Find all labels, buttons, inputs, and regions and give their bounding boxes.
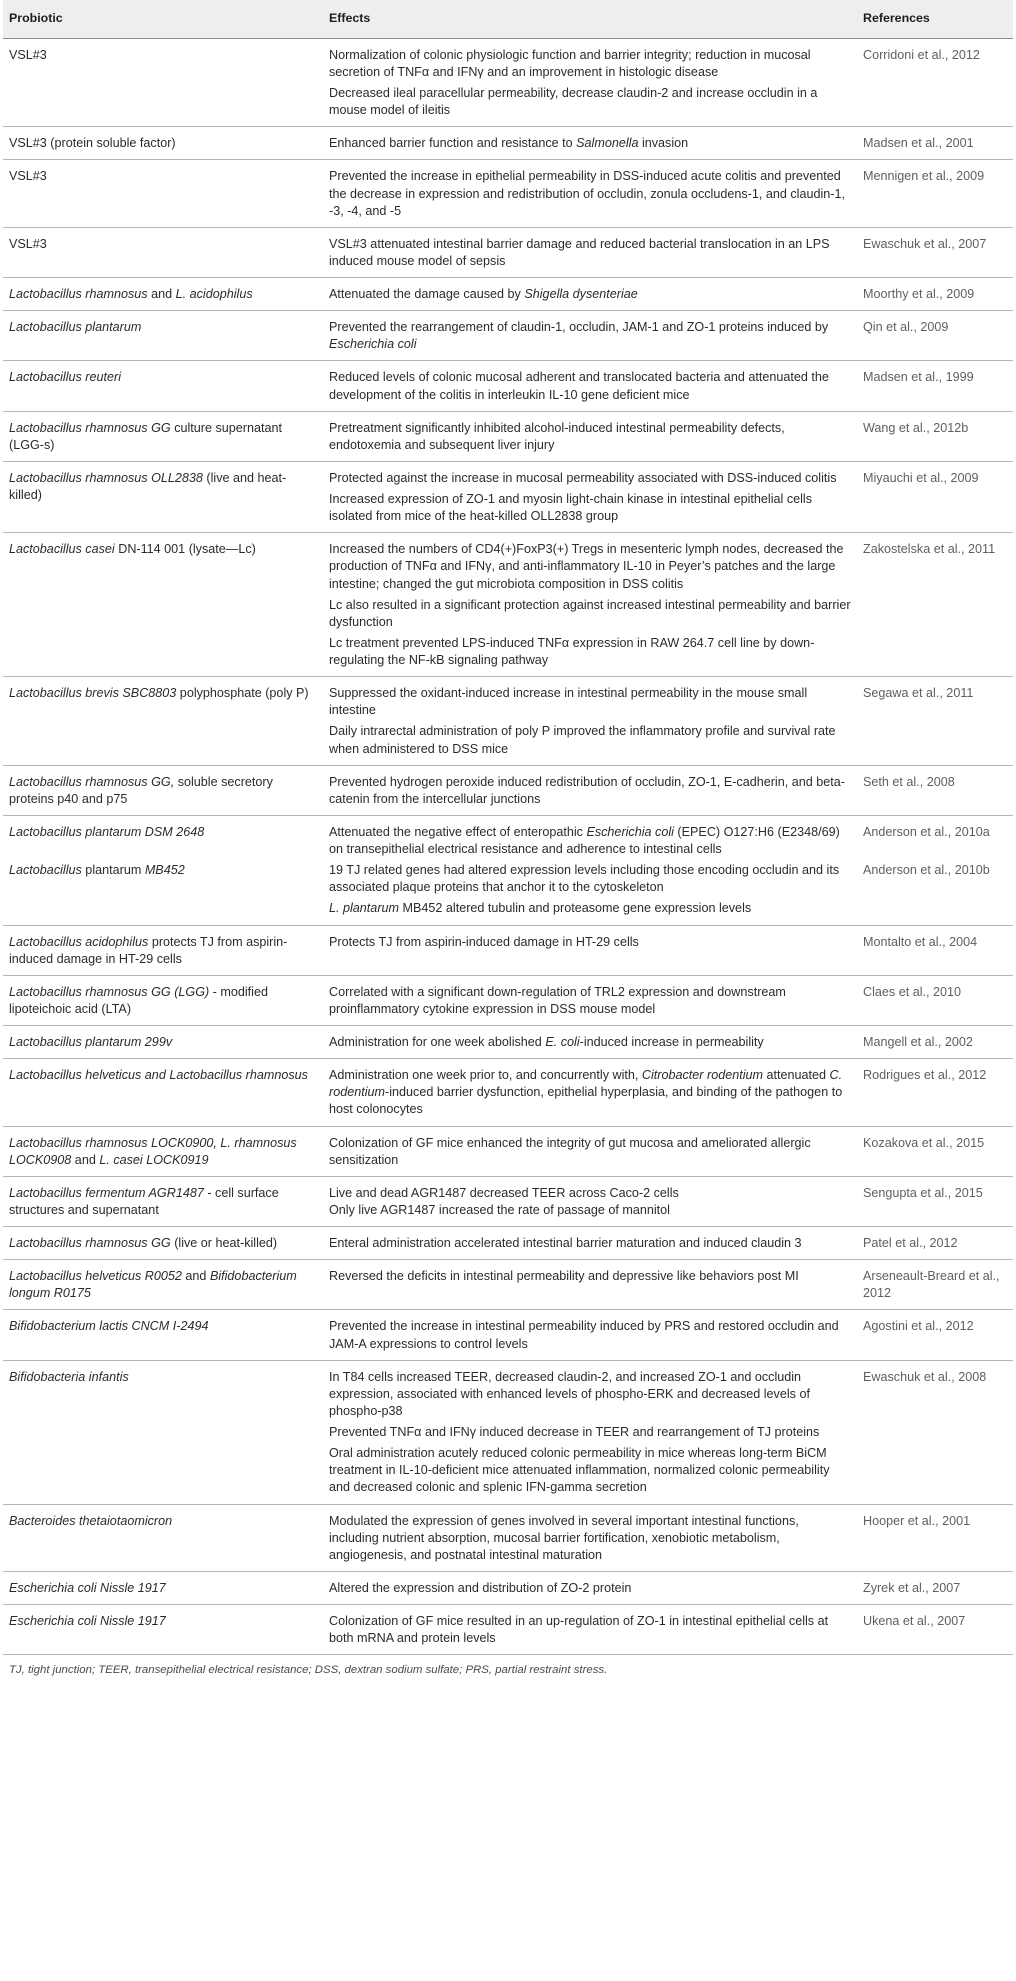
italic-text: L. plantarum [329, 901, 400, 916]
italic-text: Lactobacillus rhamnosus GG [9, 1236, 171, 1251]
italic-text: Lactobacillus acidophilus [9, 934, 149, 949]
effects-cell [323, 1504, 857, 1571]
italic-text: Escherichia coli Nissle 1917 [9, 1580, 166, 1595]
italic-text: Bacteroides thetaiotaomicron [9, 1513, 173, 1528]
effect-paragraph [329, 1445, 851, 1496]
probiotic-cell [3, 461, 323, 532]
effect-paragraph [329, 1268, 851, 1285]
effect-paragraph [329, 1185, 851, 1202]
text-segment: Modulated the expression of genes involved in several important intestinal functions, including nutrient absorption, mucosal barrier fortification, xenobiotic metabolism, angiogenesis, and postnatal intestinal maturation [329, 1513, 799, 1562]
effects-cell [323, 1227, 857, 1260]
effect-paragraph [329, 1424, 851, 1441]
italic-text: Bifidobacterium longum R0175 [9, 1269, 297, 1301]
probiotic-cell [3, 677, 323, 766]
table-row [3, 1227, 1013, 1260]
text-segment: Reduced levels of colonic mucosal adherent and translocated bacteria and attenuated the development of the colitis in interleukin IL-10 gene deficient mice [329, 370, 829, 402]
text-segment: MB452 altered tubulin and proteasome gene expression levels [399, 901, 752, 916]
text-segment: (live or heat-killed) [170, 1236, 278, 1251]
italic-text: Lactobacillus helveticus R0052 [9, 1269, 182, 1284]
probiotic-cell [3, 1360, 323, 1504]
probiotic-cell [3, 38, 323, 127]
effect-paragraph [329, 420, 851, 454]
text-segment: Attenuated the damage caused by [329, 287, 525, 302]
probiotic-cell [3, 1571, 323, 1604]
reference-cell: Ewaschuk et al., 2007 [857, 227, 1013, 277]
text-segment: VSL#3 [9, 236, 47, 251]
text-segment: Decreased ileal paracellular permeability, decrease claudin-2 and increase occludin in a mouse model of ileitis [329, 86, 818, 118]
reference-cell: Anderson et al., 2010a [863, 824, 990, 839]
italic-text: E. coli [545, 1035, 580, 1050]
italic-text: Lactobacillus plantarum 299v [9, 1035, 173, 1050]
text-segment: Daily intrarectal administration of poly P improved the inflammatory profile and survival rate when administered to DSS mice [329, 724, 836, 756]
probiotic-cell [3, 411, 323, 461]
reference-cell: Zakostelska et al., 2011 [857, 533, 1013, 677]
table-row [3, 1360, 1013, 1504]
probiotic-cell [3, 1176, 323, 1226]
table-footnote: TJ, tight junction; TEER, transepithelial electrical resistance; DSS, dextran sodium sulfate; PRS, partial restraint stress. [9, 1664, 608, 1677]
reference-cell: Kozakova et al., 2015 [857, 1126, 1013, 1176]
effects-cell [323, 361, 857, 411]
italic-text: L. acidophilus [175, 287, 253, 302]
text-segment: soluble secretory proteins p40 and p75 [9, 774, 273, 806]
text-segment: invasion [638, 136, 689, 151]
text-segment: VSL#3 (protein soluble factor) [9, 136, 176, 151]
effects-cell [323, 127, 857, 160]
text-segment: VSL#3 [9, 47, 47, 62]
text-segment: Prevented TNFα and IFNγ induced decrease in TEER and rearrangement of TJ proteins [329, 1425, 820, 1440]
reference-cell: Patel et al., 2012 [857, 1227, 1013, 1260]
table-row [3, 975, 1013, 1025]
table-row [3, 1059, 1013, 1126]
italic-text: Bifidobacterium lactis CNCM I-2494 [9, 1319, 209, 1334]
reference-cell: Seth et al., 2008 [857, 765, 1013, 815]
reference-cell: Hooper et al., 2001 [857, 1504, 1013, 1571]
table-row [3, 1026, 1013, 1059]
effects-cell [323, 1605, 857, 1655]
table-header [3, 0, 1013, 38]
text-segment: Pretreatment significantly inhibited alcohol-induced intestinal permeability defects, endotoxemia and subsequent liver injury [329, 420, 785, 452]
probiotic-cell [3, 1504, 323, 1571]
header-references: References [857, 0, 1013, 38]
table-row [3, 278, 1013, 311]
italic-text: Escherichia coli [586, 824, 674, 839]
effects-cell [323, 1310, 857, 1360]
reference-cell: Qin et al., 2009 [857, 311, 1013, 361]
effect-paragraph [329, 774, 851, 808]
effects-cell [323, 1360, 857, 1504]
text-segment: Protected against the increase in mucosal permeability associated with DSS-induced colitis [329, 470, 837, 485]
effects-cell [323, 160, 857, 227]
reference-cell: Moorthy et al., 2009 [857, 278, 1013, 311]
text-segment: - cell surface structures and supernatant [9, 1185, 279, 1217]
text-segment: culture supernatant (LGG-s) [9, 420, 283, 452]
effects-cell [323, 1126, 857, 1176]
effect-paragraph [329, 1235, 851, 1252]
header-probiotic: Probiotic [3, 0, 323, 38]
probiotic-cell [3, 860, 323, 925]
text-segment: (EPEC) O127:H6 (E2348/69) on transepithelial electrical resistance and adherence to intestinal cells [329, 824, 840, 857]
text-segment: -induced increase in permeability [579, 1035, 764, 1050]
text-segment: In T84 cells increased TEER, decreased claudin-2, and increased ZO-1 and occludin expression, associated with enhanced levels of phospho-ERK and decreased levels of phospho-p38 [329, 1369, 810, 1418]
table-row [3, 461, 1013, 532]
italic-text: C. rodentium [329, 1068, 843, 1100]
text-segment: plantarum [81, 863, 145, 878]
effect-paragraph [329, 1513, 851, 1564]
text-segment: Reversed the deficits in intestinal permeability and depressive like behaviors post MI [329, 1269, 799, 1284]
reference-cell: Rodrigues et al., 2012 [857, 1059, 1013, 1126]
table-row [3, 1571, 1013, 1604]
table-row [3, 1126, 1013, 1176]
text-segment: attenuated [763, 1068, 830, 1083]
table-row [3, 1504, 1013, 1571]
effect-paragraph [329, 1318, 851, 1352]
probiotic-cell [3, 1605, 323, 1655]
effects-cell [323, 533, 857, 677]
effects-cell [323, 411, 857, 461]
effect-paragraph [329, 984, 851, 1018]
italic-text: Lactobacillus [9, 863, 82, 878]
reference-cell: Arseneault-Breard et al., 2012 [857, 1260, 1013, 1310]
italic-text: Escherichia coli [329, 337, 417, 352]
table-row [3, 361, 1013, 411]
text-segment: VSL#3 [9, 169, 47, 184]
text-segment: 19 TJ related genes had altered expression levels including those encoding occludin and its associated plaque proteins that anchor it to the cytoskeleton [329, 863, 840, 895]
effects-cell [323, 1026, 857, 1059]
effect-paragraph [329, 900, 851, 917]
text-segment: Protects TJ from aspirin-induced damage in HT-29 cells [329, 934, 639, 949]
probiotic-cell [3, 925, 323, 975]
italic-text: Lactobacillus rhamnosus GG [9, 420, 171, 435]
text-segment: (live and heat-killed) [9, 470, 287, 503]
effects-cell [323, 278, 857, 311]
text-segment: Administration for one week abolished [329, 1035, 546, 1050]
effects-cell [323, 765, 857, 815]
text-segment: Suppressed the oxidant-induced increase in intestinal permeability in the mouse small intestine [329, 686, 808, 718]
effect-paragraph [329, 824, 851, 858]
probiotic-cell [3, 1059, 323, 1126]
effect-paragraph [329, 723, 851, 757]
reference-cell: Segawa et al., 2011 [857, 677, 1013, 766]
text-segment: Prevented the increase in intestinal permeability induced by PRS and restored occludin and JAM-A expressions to control levels [329, 1319, 839, 1351]
probiotic-cell [3, 1310, 323, 1360]
effects-cell [323, 38, 857, 127]
effect-paragraph [329, 635, 851, 669]
table-row [3, 1310, 1013, 1360]
table-row [3, 38, 1013, 127]
effects-cell [323, 860, 857, 925]
probiotic-cell [3, 160, 323, 227]
table-row [3, 925, 1013, 975]
effect-paragraph [329, 685, 851, 719]
reference-cell: Anderson et al., 2010b [857, 860, 1013, 925]
text-segment: Increased expression of ZO-1 and myosin light-chain kinase in intestinal epithelial cells isolated from mice of the heat-killed OLL2838 group [329, 492, 813, 524]
text-segment: Colonization of GF mice enhanced the integrity of gut mucosa and ameliorated allergic sensitization [329, 1135, 811, 1167]
italic-text: Lactobacillus rhamnosus [9, 287, 148, 302]
italic-text: MB452 [144, 863, 185, 878]
table-row [3, 677, 1013, 766]
effects-cell [323, 815, 857, 860]
reference-cell: Zyrek et al., 2007 [857, 1571, 1013, 1604]
effect-paragraph [329, 1580, 851, 1597]
table-row [3, 411, 1013, 461]
text-segment: Administration one week prior to, and concurrently with, [329, 1068, 642, 1083]
italic-text: L. casei LOCK0919 [99, 1152, 209, 1167]
italic-text: Lactobacillus rhamnosus GG (LGG) [9, 984, 210, 999]
effect-paragraph [329, 168, 851, 219]
effects-cell [323, 227, 857, 277]
effect-paragraph [329, 85, 851, 119]
table-row [3, 815, 1013, 860]
probiotic-cell [3, 361, 323, 411]
italic-text: Lactobacillus casei [9, 542, 115, 557]
text-segment: Colonization of GF mice resulted in an up-regulation of ZO-1 in intestinal epithelial cells at both mRNA and protein levels [329, 1614, 829, 1646]
effect-paragraph [329, 862, 851, 896]
probiotics-table [3, 0, 1013, 1655]
italic-text: Citrobacter rodentium [641, 1068, 763, 1083]
text-segment: Only live AGR1487 increased the rate of passage of mannitol [329, 1202, 670, 1217]
effect-paragraph [329, 1034, 851, 1051]
italic-text: Lactobacillus rhamnosus LOCK0900, L. rhamnosus LOCK0908 [9, 1135, 297, 1167]
table-row [3, 1176, 1013, 1226]
reference-cell: Claes et al., 2010 [857, 975, 1013, 1025]
reference-cell: Corridoni et al., 2012 [857, 38, 1013, 127]
reference-cell: Sengupta et al., 2015 [857, 1176, 1013, 1226]
probiotic-cell [3, 533, 323, 677]
probiotic-cell [3, 1026, 323, 1059]
effects-cell [323, 461, 857, 532]
probiotic-cell [3, 127, 323, 160]
effect-paragraph [329, 1202, 851, 1219]
effects-cell [323, 1571, 857, 1604]
effects-cell [323, 975, 857, 1025]
probiotic-cell [3, 1126, 323, 1176]
effect-paragraph [329, 1135, 851, 1169]
text-segment: Live and dead AGR1487 decreased TEER across Caco-2 cells [329, 1185, 679, 1200]
text-segment: and [71, 1152, 100, 1167]
text-segment: DN-114 001 (lysate—Lc) [114, 542, 256, 557]
reference-cell: Ukena et al., 2007 [857, 1605, 1013, 1655]
italic-text: Lactobacillus plantarum DSM 2648 [9, 824, 205, 839]
table-row [3, 1605, 1013, 1655]
table-row [3, 860, 1013, 925]
effect-paragraph [329, 1067, 851, 1118]
italic-text: Lactobacillus rhamnosus GG, [9, 774, 175, 789]
probiotic-cell [3, 311, 323, 361]
table-row [3, 765, 1013, 815]
table-row [3, 160, 1013, 227]
reference-cell: Madsen et al., 2001 [857, 127, 1013, 160]
effect-paragraph [329, 1613, 851, 1647]
text-segment: Normalization of colonic physiologic function and barrier integrity; reduction in mucosal secretion of TNFα and IFNγ and an improvement in histologic disease [329, 47, 811, 79]
table-row [3, 127, 1013, 160]
header-effects: Effects [323, 0, 857, 38]
text-segment: Oral administration acutely reduced colonic permeability in mice whereas long-term BiCM treatment in IL-10-deficient mice attenuated inflammation, normalized colonic permeability and decreased colonic and splenic IFN-gamma secretion [329, 1446, 830, 1495]
table-row [3, 1260, 1013, 1310]
text-segment: Prevented the increase in epithelial permeability in DSS-induced acute colitis and prevented the decrease in expression and redistribution of occludin, zonula occludens-1, and claudin-1, -3, -4, and -5 [329, 169, 845, 218]
text-segment: Prevented the rearrangement of claudin-1, occludin, JAM-1 and ZO-1 proteins induced by [329, 320, 829, 335]
text-segment: -induced barrier dysfunction, epithelial hyperplasia, and binding of the pathogen to host colonocytes [329, 1085, 843, 1117]
table-row [3, 227, 1013, 277]
effects-cell [323, 677, 857, 766]
effect-paragraph [329, 319, 851, 353]
italic-text: Lactobacillus brevis SBC8803 [9, 686, 177, 701]
italic-text: Salmonella [576, 136, 639, 151]
text-segment: Lc also resulted in a significant protection against increased intestinal permeability and barrier dysfunction [329, 597, 851, 629]
italic-text: Lactobacillus fermentum AGR1487 [9, 1185, 204, 1200]
effect-paragraph [329, 135, 851, 152]
text-segment: Enteral administration accelerated intestinal barrier maturation and induced claudin 3 [329, 1236, 802, 1251]
italic-text: Escherichia coli Nissle 1917 [9, 1614, 166, 1629]
italic-text: Bifidobacteria infantis [9, 1369, 129, 1384]
text-segment: Altered the expression and distribution of ZO-2 protein [329, 1580, 632, 1595]
probiotic-cell [3, 278, 323, 311]
effects-cell [323, 1260, 857, 1310]
text-segment: Increased the numbers of CD4(+)FoxP3(+) Tregs in mesenteric lymph nodes, decreased the production of TNFα and IFNγ, and anti-inflammatory IL-10 in Peyer’s patches and the large intestine; changed the gut microbiota composition in DSS colitis [329, 542, 844, 591]
italic-text: Lactobacillus helveticus and Lactobacillus rhamnosus [9, 1068, 308, 1083]
text-segment: Correlated with a significant down-regulation of TRL2 expression and downstream proinflammatory cytokine expression in DSS mouse model [329, 984, 786, 1016]
effect-paragraph [329, 369, 851, 403]
table-row [3, 311, 1013, 361]
effect-paragraph [329, 491, 851, 525]
effects-cell [323, 925, 857, 975]
text-segment: VSL#3 attenuated intestinal barrier damage and reduced bacterial translocation in an LPS induced mouse model of sepsis [329, 236, 830, 268]
text-segment: Enhanced barrier function and resistance to [329, 136, 577, 151]
table-body [3, 38, 1013, 1655]
text-segment: and [181, 1269, 210, 1284]
effect-paragraph [329, 597, 851, 631]
effects-cell [323, 1176, 857, 1226]
effects-cell [323, 311, 857, 361]
probiotic-cell [3, 1260, 323, 1310]
effect-paragraph [329, 47, 851, 81]
italic-text: Lactobacillus plantarum [9, 320, 142, 335]
probiotic-cell [3, 815, 323, 860]
effects-cell [323, 1059, 857, 1126]
text-segment: Lc treatment prevented LPS-induced TNFα expression in RAW 264.7 cell line by down-regulating the NF-kB signaling pathway [329, 635, 815, 668]
text-segment: protects TJ from aspirin-induced damage in HT-29 cells [9, 934, 288, 966]
reference-cell: Mangell et al., 2002 [857, 1026, 1013, 1059]
italic-text: Lactobacillus reuteri [9, 370, 122, 385]
reference-cell: Agostini et al., 2012 [857, 1310, 1013, 1360]
text-segment: - modified lipoteichoic acid (LTA) [9, 984, 268, 1016]
probiotic-cell [3, 227, 323, 277]
table-row [3, 533, 1013, 677]
text-segment: polyphosphate (poly P) [176, 686, 309, 701]
reference-cell: Montalto et al., 2004 [857, 925, 1013, 975]
probiotic-cell [3, 1227, 323, 1260]
effect-paragraph [329, 470, 851, 487]
text-segment: Attenuated the negative effect of enteropathic [329, 824, 587, 839]
text-segment: and [147, 287, 176, 302]
probiotic-cell [3, 765, 323, 815]
reference-cell: Mennigen et al., 2009 [857, 160, 1013, 227]
effect-paragraph [329, 1369, 851, 1420]
text-segment: Prevented hydrogen peroxide induced redistribution of occludin, ZO-1, E-cadherin, and beta-catenin from the intercellular junctions [329, 774, 845, 806]
effect-paragraph [329, 541, 851, 592]
italic-text: Lactobacillus rhamnosus OLL2838 [9, 470, 203, 485]
reference-cell: Miyauchi et al., 2009 [857, 461, 1013, 532]
effect-paragraph [329, 934, 851, 951]
reference-cell: Wang et al., 2012b [857, 411, 1013, 461]
effect-paragraph [329, 286, 851, 303]
effect-paragraph [329, 236, 851, 270]
reference-cell: Ewaschuk et al., 2008 [857, 1360, 1013, 1504]
reference-cell: Madsen et al., 1999 [857, 361, 1013, 411]
probiotic-cell [3, 975, 323, 1025]
italic-text: Shigella dysenteriae [524, 287, 638, 302]
